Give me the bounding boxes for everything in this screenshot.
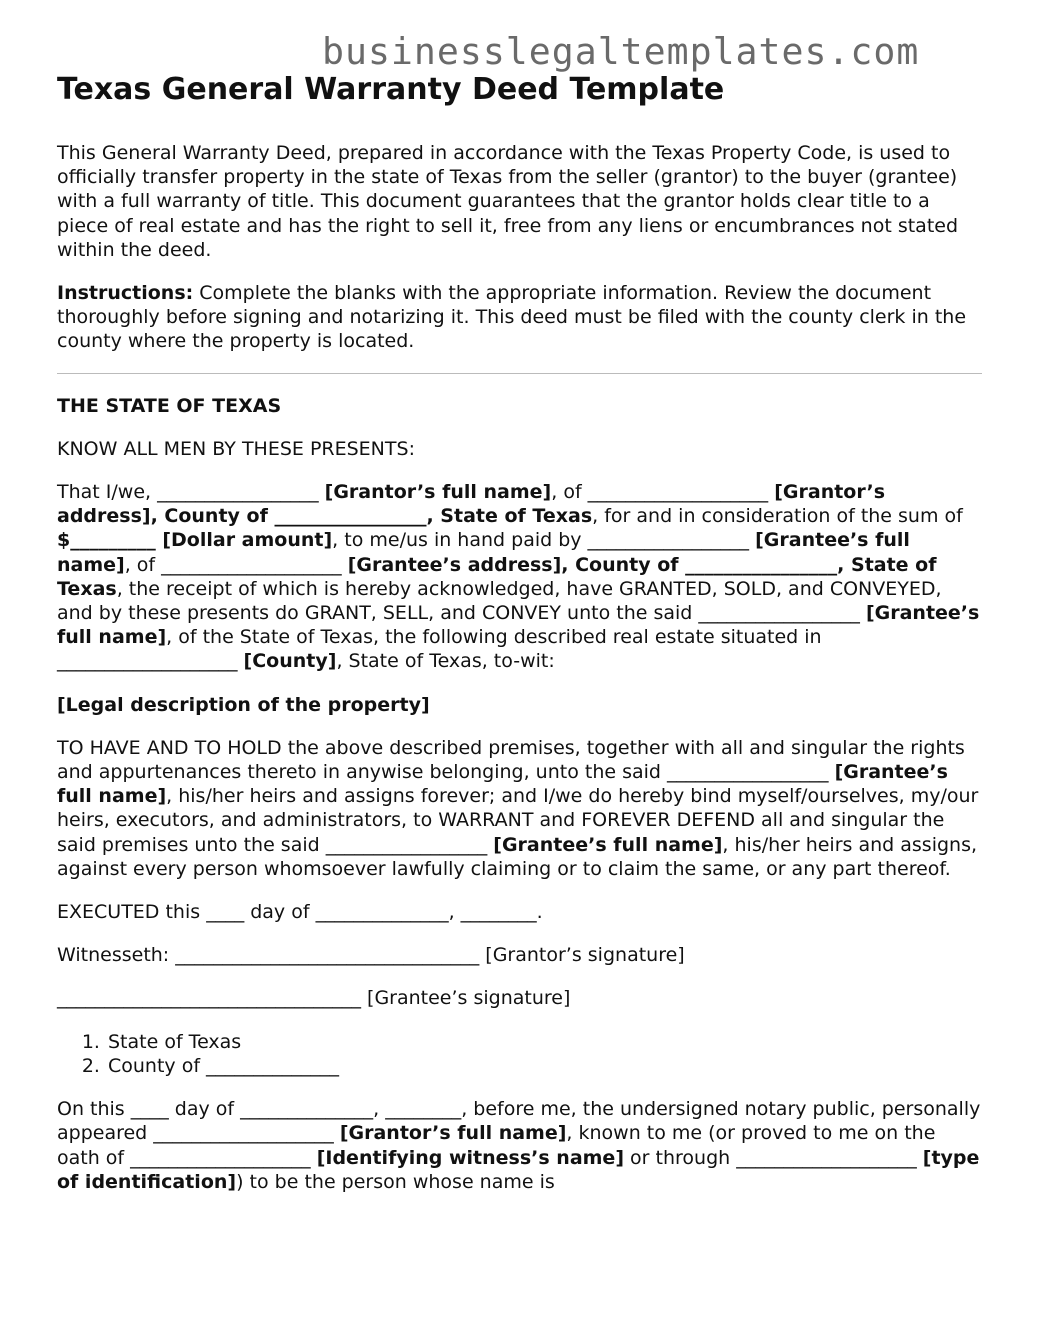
bold-placeholder: [Grantee’s full name]	[493, 833, 723, 856]
bold-placeholder: [Grantee’s address], County of ________________, State of Texas	[57, 553, 937, 600]
bold-placeholder: $_________ [Dollar amount]	[57, 529, 333, 552]
clause-text: On this ____ day of ______________, ________, before me, the undersigned notary public, personally appeared ___________________	[57, 1098, 981, 1145]
document-page	[57, 70, 982, 1213]
document-title: Texas General Warranty Deed Template	[57, 72, 725, 107]
bold-placeholder: [type of identification]	[57, 1146, 980, 1193]
list-item: 1. State of Texas	[106, 1030, 982, 1054]
bold-placeholder: [Grantor’s address], County of ________________, State of Texas	[57, 481, 886, 528]
clause-text: or through ___________________	[624, 1146, 923, 1169]
bold-placeholder: [County]	[243, 650, 337, 673]
clause-text: , to me/us in hand paid by _________________	[332, 529, 756, 552]
instructions-text: Complete the blanks with the appropriate information. Review the document thoroughly before signing and notarizing it. This deed must be filed with the county clerk in the county where the property is located.	[57, 282, 967, 353]
clause-text: That I/we, _________________	[57, 481, 325, 504]
state-heading: THE STATE OF TEXAS	[57, 394, 282, 417]
instructions-paragraph	[57, 281, 982, 354]
know-all-men: KNOW ALL MEN BY THESE PRESENTS:	[57, 437, 415, 460]
intro-paragraph: This General Warranty Deed, prepared in accordance with the Texas Property Code, is used to officially transfer property in the state of Texas from the seller (grantor) to the buyer (grantee) with a full warranty of title. This document guarantees that the grantor holds clear title to a piece of real estate and has the right to sell it, free from any liens or encumbrances not stated within the deed.	[57, 142, 959, 261]
bold-placeholder: [Grantee’s full name]	[57, 602, 980, 649]
clause-text: , State of Texas, to-wit:	[336, 650, 555, 673]
clause-text: , for and in consideration of the sum of	[592, 505, 963, 528]
list-item: 2. County of ______________	[106, 1054, 982, 1078]
executed-line: EXECUTED this ____ day of ______________, ________.	[57, 901, 543, 924]
instructions-label: Instructions:	[57, 282, 194, 305]
clause-text: , of the State of Texas, the following described real estate situated in ___________________	[57, 626, 822, 673]
acknowledgment-paragraph	[57, 1097, 982, 1194]
section-divider	[57, 373, 982, 374]
habendum-clause	[57, 736, 982, 881]
watermark-site-name: businesslegaltemplates.com	[322, 30, 920, 73]
bold-placeholder: [Grantor’s full name]	[339, 1122, 567, 1145]
clause-text: ) to be the person whose name is	[236, 1170, 555, 1193]
clause-text: TO HAVE AND TO HOLD the above described premises, together with all and singular the rights and appurtenances thereto in anywise belonging, unto the said _________________	[57, 736, 965, 784]
clause-text: , of ___________________	[551, 481, 775, 504]
granting-clause	[57, 480, 982, 674]
grantee-signature-line: ________________________________ [Grantee’s signature]	[57, 987, 571, 1010]
notary-venue-list	[57, 1030, 982, 1078]
clause-text: , his/her heirs and assigns forever; and I/we do hereby bind myself/ourselves, my/our heirs, executors, and administrators, to WARRANT and FOREVER DEFEND all and singular the said premises unto the said _________________	[57, 785, 979, 856]
clause-text: , his/her heirs and assigns, against every person whomsoever lawfully claiming or to claim the same, or any part thereof.	[57, 833, 978, 880]
witness-signature-line: Witnesseth: ________________________________ [Grantor’s signature]	[57, 944, 685, 967]
bold-placeholder: [Identifying witness’s name]	[316, 1146, 625, 1169]
clause-text: , of ___________________	[124, 553, 348, 576]
bold-placeholder: [Grantee’s full name]	[57, 761, 948, 808]
bold-placeholder: [Grantor’s full name]	[324, 481, 552, 504]
legal-description: [Legal description of the property]	[57, 693, 430, 716]
clause-text: , known to me (or proved to me on the oath of ___________________	[57, 1122, 936, 1169]
bold-placeholder: [Grantee’s full name]	[57, 529, 910, 576]
clause-text: , the receipt of which is hereby acknowledged, have GRANTED, SOLD, and CONVEYED, and by these presents do GRANT, SELL, and CONVEY unto the said _________________	[57, 577, 942, 625]
